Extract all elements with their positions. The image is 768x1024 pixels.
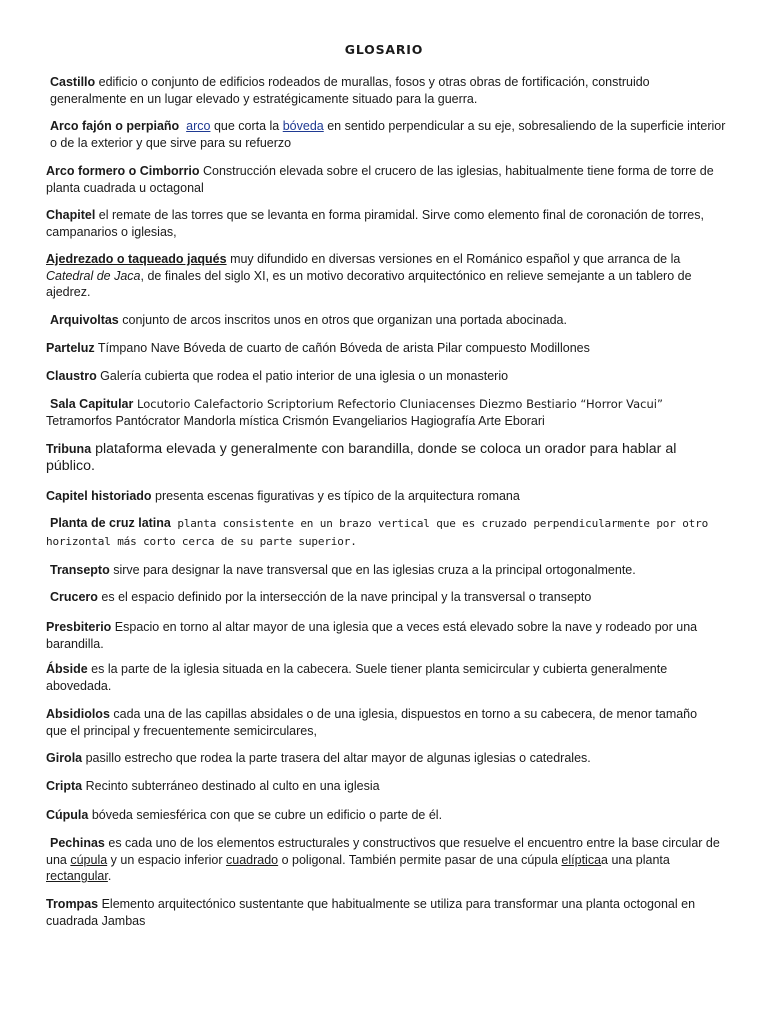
def-arco-formero: Construcción elevada sobre el crucero de las iglesias, habitualmente tiene forma de torre de planta cuadrada u octagonal	[46, 164, 714, 195]
def-presbiterio: Espacio en torno al altar mayor de una iglesia que a veces está elevado sobre la nave y rodeado por una barandilla.	[46, 620, 698, 651]
def-transepto: sirve para designar la nave transversal que en las iglesias cruza a la principal ortogonalmente.	[109, 563, 636, 577]
entry-planta-cruz	[46, 515, 736, 550]
term-claustro: Claustro	[46, 369, 97, 383]
term-arquivoltas: Arquivoltas	[50, 313, 119, 327]
entry-pechinas: Pechinas es cada uno de los elementos estructurales y constructivos que resuelve el encuentro entre la base circular de una cúpula y un espacio inferior cuadrado o poligonal. También permite pasar de una cúpula elípticaa una planta rectangular.	[46, 836, 720, 883]
def-cripta: Recinto subterráneo destinado al culto en una iglesia	[82, 779, 380, 793]
entry-crucero	[46, 589, 726, 606]
link-eliptica[interactable]: elíptica	[561, 852, 602, 867]
def-girola: pasillo estrecho que rodea la parte trasera del altar mayor de algunas iglesias o catedrales.	[82, 751, 591, 765]
def-abside: es la parte de la iglesia situada en la cabecera. Suele tiener planta semicircular y cubierta generalmente abovedada.	[46, 662, 668, 693]
def-tribuna: plataforma elevada y generalmente con barandilla, donde se coloca un orador para hablar al público.	[46, 441, 677, 474]
def-capitel: presenta escenas figurativas y es típico de la arquitectura romana	[151, 489, 520, 503]
term-cupula: Cúpula	[46, 808, 89, 822]
def-sala-capitular-2: Tetramorfos Pantócrator Mandorla mística Crismón Evangeliarios Hagiografía Arte Eborari	[46, 413, 545, 428]
term-castillo: Castillo	[50, 75, 96, 89]
entry-arquivoltas	[46, 312, 726, 329]
entry-capitel	[46, 488, 726, 505]
def-chapitel: el remate de las torres que se levanta en forma piramidal. Sirve como elemento final de coronación de torres, campanarios o iglesias,	[46, 208, 704, 239]
entry-ajedrezado: Ajedrezado o taqueado jaqués muy difundido en diversas versiones en el Románico español y que arranca de la Catedral de Jaca, de finales del siglo XI, es un motivo decorativo arquitectónico en relieve semejante a un tablero de ajedrez.	[46, 252, 692, 299]
term-ajedrezado: Ajedrezado o taqueado jaqués	[46, 252, 227, 266]
page-title: GLOSARIO	[344, 42, 424, 57]
term-chapitel: Chapitel	[46, 208, 96, 222]
entry-arco-formero	[46, 163, 726, 196]
entry-tribuna	[46, 441, 696, 475]
entry-presbiterio	[46, 619, 726, 652]
term-arco-fajon: Arco fajón o perpiaño	[50, 119, 180, 133]
def-crucero: es el espacio definido por la intersección de la nave principal y la transversal o transepto	[97, 590, 592, 604]
entry-girola	[46, 750, 726, 767]
term-girola: Girola	[46, 751, 83, 765]
entry-parteluz	[46, 340, 726, 357]
def-sala-capitular: Locutorio Calefactorio Scriptorium Refectorio Cluniacenses Diezmo Bestiario “Horror Vacui”	[133, 397, 663, 411]
link-cuadrado[interactable]: cuadrado	[226, 852, 279, 867]
def-arquivoltas: conjunto de arcos inscritos unos en otros que organizan una portada abocinada.	[118, 313, 567, 327]
term-trompas: Trompas	[46, 897, 99, 911]
entry-claustro	[46, 368, 726, 385]
def-planta-cruz: planta consistente en un brazo vertical que es cruzado perpendicularmente por otro horizontal más corto cerca de su parte superior.	[46, 517, 709, 548]
term-tribuna: Tribuna	[46, 442, 92, 456]
term-sala-capitular: Sala Capitular	[50, 397, 134, 411]
link-cupula[interactable]: cúpula	[70, 852, 108, 867]
entry-abside	[46, 661, 706, 694]
term-cripta: Cripta	[46, 779, 83, 793]
entry-absidiolos	[46, 706, 716, 739]
def-arco-fajon: en sentido perpendicular a su eje, sobresaliendo de la superficie interior o de la exterior y que sirve para su refuerzo	[50, 119, 726, 150]
term-presbiterio: Presbiterio	[46, 620, 112, 634]
entry-cripta	[46, 778, 726, 795]
term-absidiolos: Absidiolos	[46, 707, 110, 721]
link-rectangular[interactable]: rectangular	[46, 869, 108, 883]
def-absidiolos: cada una de las capillas absidales o de una iglesia, dispuestos en torno a su cabecera, de menor tamaño que el principal y frecuentemente semicirculares,	[46, 707, 698, 738]
catedral-jaca: Catedral de Jaca	[46, 268, 141, 283]
term-capitel: Capitel historiado	[46, 489, 152, 503]
def-castillo: edificio o conjunto de edificios rodeados de murallas, fosos y otras obras de fortificación, construido generalmente en un lugar elevado y estratégicamente situado para la guerra.	[50, 75, 650, 106]
entry-castillo	[46, 74, 726, 107]
def-ajedrezado: , de finales del siglo XI, es un motivo decorativo arquitectónico en relieve semejante a un tablero de ajedrez.	[46, 268, 692, 299]
entry-cupula	[46, 807, 726, 824]
link-boveda[interactable]: bóveda	[282, 119, 324, 133]
term-crucero: Crucero	[50, 590, 98, 604]
term-planta-cruz: Planta de cruz latina	[50, 516, 171, 530]
entry-chapitel	[46, 207, 726, 240]
link-arco[interactable]: arco	[186, 119, 211, 133]
term-parteluz: Parteluz	[46, 341, 95, 355]
entry-transepto	[46, 562, 726, 579]
term-pechinas: Pechinas	[50, 836, 105, 850]
def-cupula: bóveda semiesférica con que se cubre un edificio o parte de él.	[88, 808, 443, 822]
def-trompas: Elemento arquitectónico sustentante que habitualmente se utiliza para transformar una planta octogonal en cuadrada Jambas	[46, 897, 696, 928]
def-parteluz: Tímpano Nave Bóveda de cuarto de cañón Bóveda de arista Pilar compuesto Modillones	[94, 341, 590, 355]
entry-arco-fajon: Arco fajón o perpiaño arco que corta la bóveda en sentido perpendicular a su eje, sobresaliendo de la superficie interior o de la exterior y que sirve para su refuerzo	[50, 119, 726, 150]
entry-sala-capitular	[46, 396, 736, 429]
entry-trompas	[46, 896, 726, 929]
term-transepto: Transepto	[50, 563, 110, 577]
term-abside: Ábside	[46, 662, 88, 676]
def-claustro: Galería cubierta que rodea el patio interior de una iglesia o un monasterio	[96, 369, 509, 383]
term-arco-formero: Arco formero o Cimborrio	[46, 164, 200, 178]
